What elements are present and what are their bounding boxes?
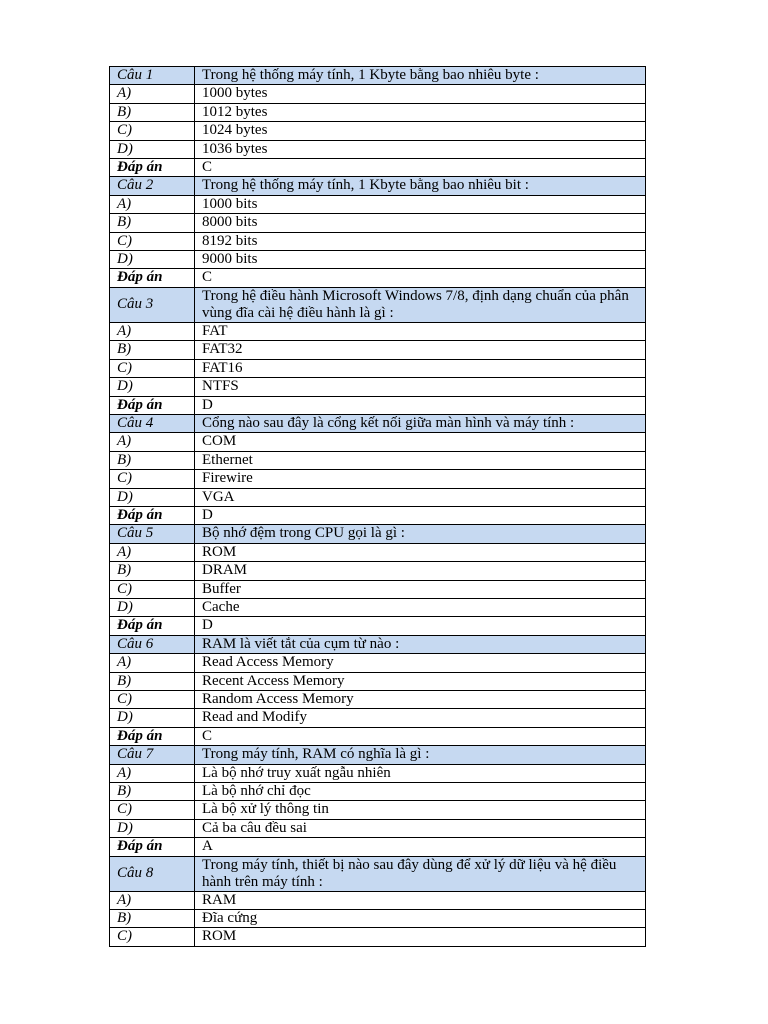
option-label: C): [110, 470, 195, 488]
option-label: A): [110, 764, 195, 782]
question-text: Cổng nào sau đây là cổng kết nối giữa màn hình và máy tính :: [195, 414, 646, 432]
option-row: [110, 232, 646, 250]
option-label: C): [110, 580, 195, 598]
option-row: [110, 195, 646, 213]
option-text: 9000 bits: [195, 251, 646, 269]
option-text: RAM: [195, 891, 646, 909]
option-row: [110, 214, 646, 232]
option-label: C): [110, 801, 195, 819]
option-text: VGA: [195, 488, 646, 506]
option-text: 1000 bytes: [195, 85, 646, 103]
answer-value: D: [195, 617, 646, 635]
quiz-table-body: [110, 67, 646, 947]
option-row: [110, 140, 646, 158]
answer-value: C: [195, 159, 646, 177]
option-row: [110, 691, 646, 709]
option-row: [110, 378, 646, 396]
question-text: Trong máy tính, RAM có nghĩa là gì :: [195, 746, 646, 764]
option-text: Là bộ xử lý thông tin: [195, 801, 646, 819]
option-row: [110, 488, 646, 506]
option-label: C): [110, 691, 195, 709]
option-text: Recent Access Memory: [195, 672, 646, 690]
option-label: B): [110, 783, 195, 801]
answer-label: Đáp án: [110, 838, 195, 856]
option-text: Là bộ nhớ truy xuất ngẫu nhiên: [195, 764, 646, 782]
option-text: Cả ba câu đều sai: [195, 819, 646, 837]
option-text: Firewire: [195, 470, 646, 488]
option-row: [110, 672, 646, 690]
question-text: Trong hệ thống máy tính, 1 Kbyte bằng bao nhiêu bit :: [195, 177, 646, 195]
question-row: [110, 525, 646, 543]
option-text: Là bộ nhớ chỉ đọc: [195, 783, 646, 801]
option-label: A): [110, 543, 195, 561]
question-text: Trong hệ điều hành Microsoft Windows 7/8, định dạng chuẩn của phân vùng đĩa cài hệ điều hành là gì :: [195, 287, 646, 322]
question-row: [110, 856, 646, 891]
option-row: [110, 598, 646, 616]
option-label: A): [110, 322, 195, 340]
option-row: [110, 359, 646, 377]
option-text: Read Access Memory: [195, 654, 646, 672]
option-label: B): [110, 562, 195, 580]
option-label: B): [110, 910, 195, 928]
option-text: Ethernet: [195, 451, 646, 469]
question-label: Câu 1: [110, 67, 195, 85]
option-row: [110, 122, 646, 140]
question-text: RAM là viết tắt của cụm từ nào :: [195, 635, 646, 653]
option-label: B): [110, 451, 195, 469]
question-text: Bộ nhớ đệm trong CPU gọi là gì :: [195, 525, 646, 543]
option-row: [110, 451, 646, 469]
option-text: ROM: [195, 543, 646, 561]
option-row: [110, 783, 646, 801]
question-label: Câu 7: [110, 746, 195, 764]
option-label: B): [110, 672, 195, 690]
option-row: [110, 251, 646, 269]
answer-label: Đáp án: [110, 396, 195, 414]
option-text: 8000 bits: [195, 214, 646, 232]
option-text: FAT16: [195, 359, 646, 377]
option-label: B): [110, 341, 195, 359]
option-row: [110, 709, 646, 727]
option-label: B): [110, 103, 195, 121]
answer-row: [110, 269, 646, 287]
answer-row: [110, 506, 646, 524]
option-row: [110, 322, 646, 340]
answer-row: [110, 396, 646, 414]
option-label: A): [110, 433, 195, 451]
option-row: [110, 764, 646, 782]
question-row: [110, 414, 646, 432]
option-label: C): [110, 122, 195, 140]
option-text: FAT: [195, 322, 646, 340]
question-row: [110, 635, 646, 653]
question-label: Câu 2: [110, 177, 195, 195]
option-row: [110, 85, 646, 103]
option-text: 1036 bytes: [195, 140, 646, 158]
answer-row: [110, 159, 646, 177]
option-text: Buffer: [195, 580, 646, 598]
option-label: D): [110, 378, 195, 396]
option-text: Random Access Memory: [195, 691, 646, 709]
option-label: A): [110, 891, 195, 909]
answer-row: [110, 838, 646, 856]
question-label: Câu 4: [110, 414, 195, 432]
question-row: [110, 67, 646, 85]
answer-value: D: [195, 506, 646, 524]
option-label: D): [110, 488, 195, 506]
option-row: [110, 928, 646, 946]
option-row: [110, 433, 646, 451]
option-label: A): [110, 85, 195, 103]
option-label: A): [110, 195, 195, 213]
answer-label: Đáp án: [110, 727, 195, 745]
option-text: 1000 bits: [195, 195, 646, 213]
option-label: D): [110, 140, 195, 158]
answer-label: Đáp án: [110, 506, 195, 524]
option-text: 1024 bytes: [195, 122, 646, 140]
option-label: C): [110, 232, 195, 250]
option-row: [110, 654, 646, 672]
option-text: DRAM: [195, 562, 646, 580]
question-label: Câu 8: [110, 856, 195, 891]
option-text: NTFS: [195, 378, 646, 396]
option-text: 8192 bits: [195, 232, 646, 250]
option-label: C): [110, 928, 195, 946]
answer-value: D: [195, 396, 646, 414]
question-label: Câu 6: [110, 635, 195, 653]
option-text: Đĩa cứng: [195, 910, 646, 928]
option-row: [110, 580, 646, 598]
answer-label: Đáp án: [110, 617, 195, 635]
question-row: [110, 746, 646, 764]
option-label: D): [110, 819, 195, 837]
answer-value: A: [195, 838, 646, 856]
option-row: [110, 891, 646, 909]
option-row: [110, 562, 646, 580]
option-text: Cache: [195, 598, 646, 616]
answer-row: [110, 727, 646, 745]
option-label: D): [110, 598, 195, 616]
answer-label: Đáp án: [110, 269, 195, 287]
question-label: Câu 3: [110, 287, 195, 322]
option-row: [110, 543, 646, 561]
option-text: FAT32: [195, 341, 646, 359]
option-label: D): [110, 251, 195, 269]
option-row: [110, 910, 646, 928]
question-label: Câu 5: [110, 525, 195, 543]
option-text: COM: [195, 433, 646, 451]
option-label: C): [110, 359, 195, 377]
option-label: D): [110, 709, 195, 727]
answer-label: Đáp án: [110, 159, 195, 177]
question-row: [110, 287, 646, 322]
answer-row: [110, 617, 646, 635]
option-row: [110, 470, 646, 488]
option-row: [110, 819, 646, 837]
option-row: [110, 341, 646, 359]
option-text: 1012 bytes: [195, 103, 646, 121]
option-text: ROM: [195, 928, 646, 946]
option-label: A): [110, 654, 195, 672]
quiz-table: [109, 66, 646, 947]
option-row: [110, 103, 646, 121]
option-label: B): [110, 214, 195, 232]
option-text: Read and Modify: [195, 709, 646, 727]
question-row: [110, 177, 646, 195]
question-text: Trong máy tính, thiết bị nào sau đây dùng để xử lý dữ liệu và hệ điều hành trên máy tính :: [195, 856, 646, 891]
question-text: Trong hệ thống máy tính, 1 Kbyte bằng bao nhiêu byte :: [195, 67, 646, 85]
answer-value: C: [195, 269, 646, 287]
option-row: [110, 801, 646, 819]
answer-value: C: [195, 727, 646, 745]
